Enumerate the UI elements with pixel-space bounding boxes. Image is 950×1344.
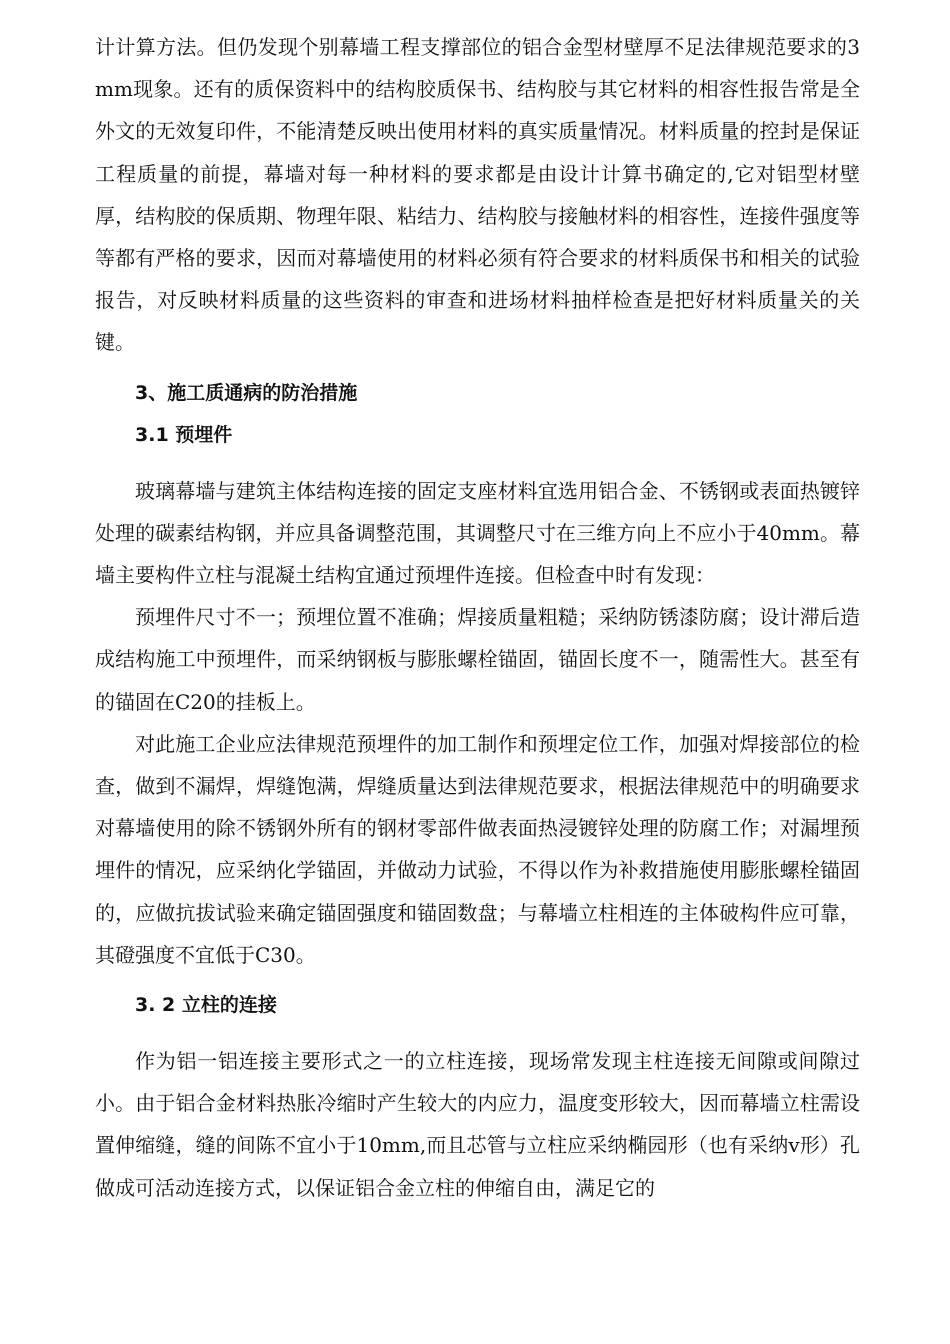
subsection-heading-3-2: 3. 2 立柱的连接	[135, 994, 277, 1017]
paragraph-materials: 计计算方法。但仍发现个别幕墙工程支撑部位的铝合金型材壁厚不足法律规范要求的3mm现象。还有的质保资料中的结构胶质保书、结构胶与其它材料的相容性报告常是全外文的无效复印件，不能清楚反映出使用材料的真实质量情况。材料质量的控封是保证工程质量的前提，幕墙对每一种材料的要求都是由设计计算书确定的,它对铝型材壁厚，结构胶的保质期、物理年限、粘结力、结构胶与接触材料的相容性，连接件强度等等都有严格的要求，因而对幕墙使用的材料必须有符合要求的材料质保书和相关的试验报告，对反映材料质量的这些资料的审查和进场材料抽样检查是把好材料质量关的关键。	[95, 35, 860, 355]
paragraph-column-connection: 作为铝一铝连接主要形式之一的立柱连接，现场常发现主柱连接无间隙或间隙过小。由于铝合金材料热胀冷缩时产生较大的内应力，温度变形较大，因而幕墙立柱需设置伸缩缝，缝的间陈不宜小于10mm,而且芯管与立柱应采纳椭园形（也有采纳v形）孔做成可活动连接方式，以保证铝合金立柱的伸缩自由，满足它的	[95, 1049, 860, 1200]
subsection-heading-3-1: 3.1 预埋件	[135, 423, 233, 446]
section-heading-3: 3、施工质通病的防治措施	[135, 381, 358, 404]
paragraph-embedded-measures: 对此施工企业应法律规范预埋件的加工制作和预埋定位工作，加强对焊接部位的检查，做到不漏焊，焊缝饱满，焊缝质量达到法律规范要求，根据法律规范中的明确要求对幕墙使用的除不锈钢外所有的钢材零部件做表面热浸镀锌处理的防腐工作；对漏埋预埋件的情况，应采纳化学锚固，并做动力试验，不得以作为补救措施使用膨胀螺栓锚固的，应做抗拔试验来确定锚固强度和锚固数盘；与幕墙立柱相连的主体破构件应可靠，其磴强度不宜低于C30。	[95, 731, 860, 967]
paragraph-embedded-problems: 预埋件尺寸不一；预埋位置不准确；焊接质量粗糙；采纳防锈漆防腐；设计滞后造成结构施工中预埋件，而采纳钢板与膨胀螺栓锚固，锚固长度不一，随需性大。甚至有的锚固在C20的挂板上。	[95, 605, 860, 714]
paragraph-embedded-parts: 玻璃幕墙与建筑主体结构连接的固定支座材料宜选用铝合金、不锈钢或表面热镀锌处理的碳素结构钢，并应具备调整范围，其调整尺寸在三维方向上不应小于40mm。幕墙主要构件立柱与混凝土结构宜通过预埋件连接。但检查中时有发现：	[95, 478, 860, 588]
document-page	[95, 26, 860, 1209]
